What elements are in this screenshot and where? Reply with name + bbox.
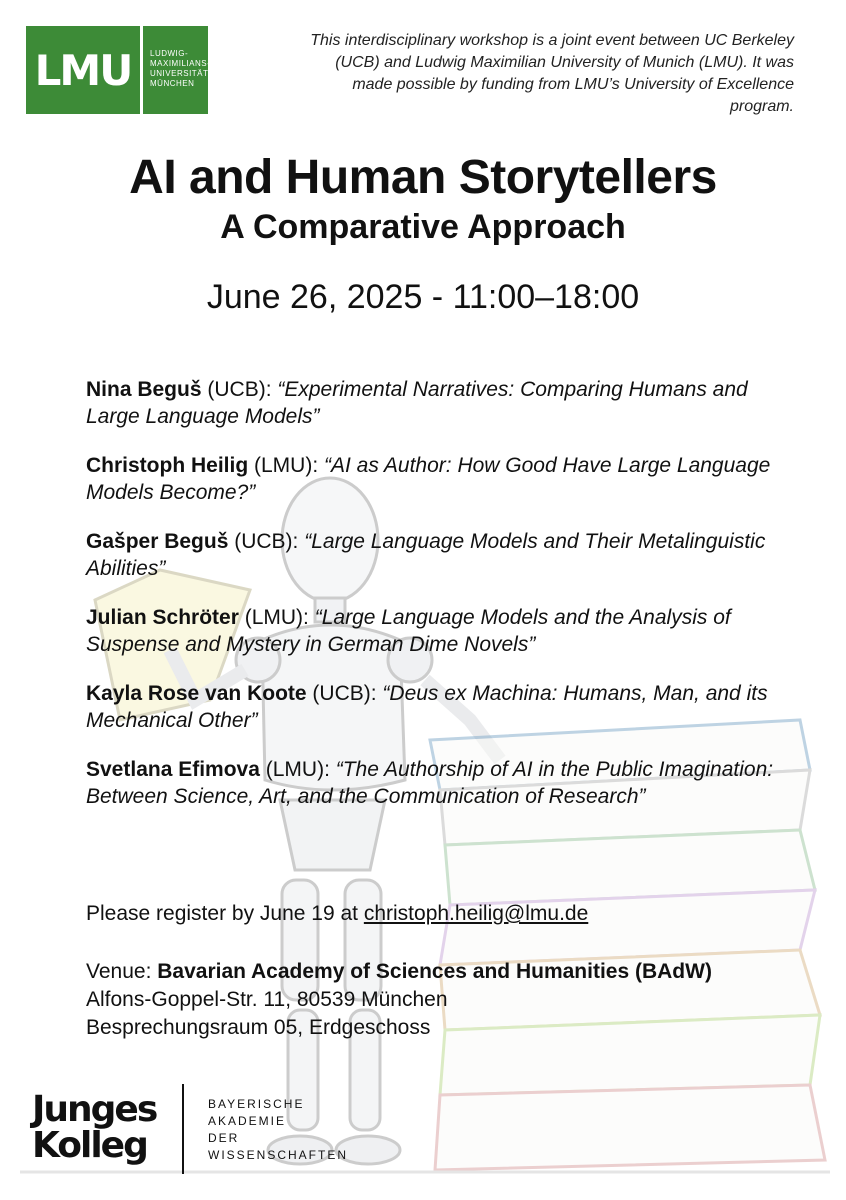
event-date: June 26, 2025 - 11:00–18:00	[206, 278, 640, 316]
venue-address: Alfons-Goppel-Str. 11, 80539 München	[86, 988, 448, 1011]
lmu-logo-name-line: MAXIMILIANS-	[150, 59, 211, 68]
talk-list	[86, 376, 786, 832]
talk-affiliation: (UCB):	[201, 378, 278, 401]
badw-logo-line: WISSENSCHAFTEN	[208, 1148, 349, 1162]
venue-label: Venue:	[86, 960, 158, 983]
talk-speaker: Christoph Heilig	[86, 454, 249, 477]
junges-kolleg-line: Junges	[32, 1089, 157, 1130]
lmu-logo-divider	[140, 26, 143, 114]
lmu-logo-name-line: LUDWIG-	[150, 49, 189, 58]
talk-affiliation: (LMU):	[248, 454, 324, 477]
intro-text: This interdisciplinary workshop is a joint event between UC Berkeley (UCB) and Ludwig Maximilian University of Munich (LMU). It was made possible by funding from LMU’s University of Excellence program.	[310, 32, 794, 115]
talk-speaker: Kayla Rose van Koote	[86, 682, 307, 705]
talk-item	[86, 604, 786, 658]
talk-affiliation: (UCB):	[306, 682, 383, 705]
lmu-logo-name-line: UNIVERSITÄT	[150, 69, 209, 78]
venue-line	[86, 958, 712, 986]
lmu-logo-name	[150, 49, 210, 89]
talk-item	[86, 680, 786, 734]
talk-title: “Large Language Models and the Analysis of Suspense and Mystery in German Dime Novels”	[86, 606, 731, 656]
talk-affiliation: (LMU):	[238, 606, 315, 629]
talk-speaker: Julian Schröter	[86, 606, 239, 629]
talk-item	[86, 756, 786, 810]
badw-logo	[208, 1096, 348, 1164]
lmu-logo-mark: LMU	[34, 45, 132, 95]
venue-room: Besprechungsraum 05, Erdgeschoss	[86, 1016, 431, 1039]
talk-affiliation: (UCB):	[228, 530, 305, 553]
talk-affiliation: (LMU):	[259, 758, 336, 781]
footer-divider	[182, 1084, 184, 1174]
junges-kolleg-logo	[32, 1089, 157, 1166]
talk-title: “Large Language Models and Their Metalinguistic Abilities”	[86, 530, 766, 580]
lmu-logo-name-line: MÜNCHEN	[150, 79, 195, 88]
venue-block	[86, 958, 712, 1042]
registration-text: Please register by June 19 at	[86, 902, 364, 925]
page-title: AI and Human Storytellers	[129, 151, 717, 204]
badw-logo-line: BAYERISCHE	[208, 1097, 305, 1111]
talk-title: “The Authorship of AI in the Public Imagination: Between Science, Art, and the Communication of Research”	[86, 758, 774, 808]
lmu-logo	[26, 26, 211, 114]
badw-logo-line: DER	[208, 1131, 240, 1145]
badw-logo-line: AKADEMIE	[208, 1114, 287, 1128]
registration-email-link[interactable]: christoph.heilig@lmu.de	[363, 902, 589, 925]
talk-item	[86, 528, 786, 582]
junges-kolleg-line: Kolleg	[32, 1125, 147, 1166]
talk-speaker: Svetlana Efimova	[86, 758, 260, 781]
talk-speaker: Nina Beguš	[86, 378, 202, 401]
talk-title: “Experimental Narratives: Comparing Humans and Large Language Models”	[86, 378, 748, 428]
registration-note	[86, 902, 588, 926]
page-subtitle: A Comparative Approach	[220, 208, 626, 246]
venue-name: Bavarian Academy of Sciences and Humanities (BAdW)	[157, 960, 712, 983]
talk-title: “AI as Author: How Good Have Large Language Models Become?”	[86, 454, 771, 504]
talk-title: “Deus ex Machina: Humans, Man, and its Mechanical Other”	[86, 682, 768, 732]
talk-speaker: Gašper Beguš	[86, 530, 229, 553]
talk-item	[86, 376, 786, 430]
talk-item	[86, 452, 786, 506]
